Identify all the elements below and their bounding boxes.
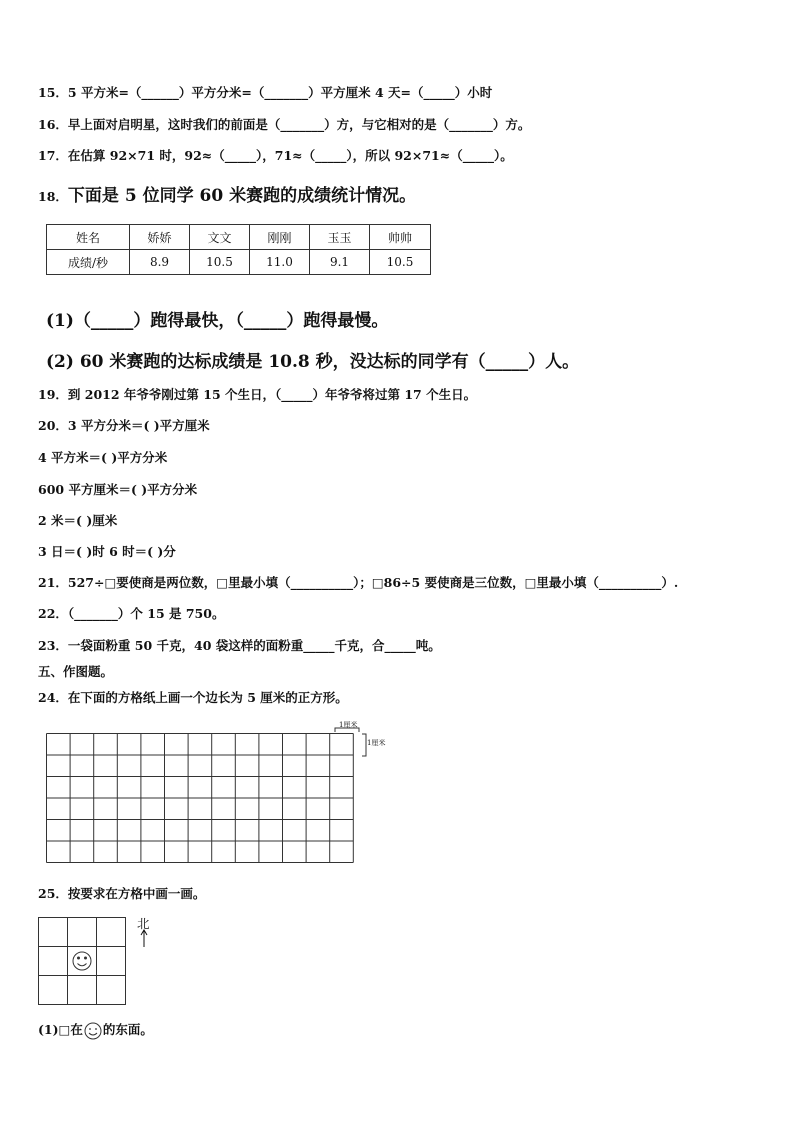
question-text: 下面是 5 位同学 60 米赛跑的成绩统计情况。 bbox=[67, 186, 417, 206]
question-20-line-4: 2 米＝( )厘米 bbox=[38, 513, 118, 528]
table-cell: 10.5 bbox=[370, 250, 431, 275]
table-cell: 9.1 bbox=[310, 250, 370, 275]
question-text: 按要求在方格中画一画。 bbox=[67, 886, 206, 901]
question-20-line-1 bbox=[38, 416, 210, 434]
direction-grid bbox=[38, 917, 128, 1011]
direction-grid-svg bbox=[38, 917, 128, 1007]
question-number: 19． bbox=[38, 387, 68, 402]
question-19 bbox=[38, 385, 476, 403]
question-text: 5 平方米=（______）平方分米=（_______）平方厘米 4 天=（_____）小时 bbox=[67, 85, 493, 100]
question-text: 早上面对启明星，这时我们的前面是（_______）方，与它相对的是（_______）方。 bbox=[67, 117, 531, 132]
question-number: 17． bbox=[38, 148, 68, 163]
table-cell: 8.9 bbox=[130, 250, 190, 275]
table-cell: 刚刚 bbox=[250, 225, 310, 250]
question-text: （_______）个 15 是 750。 bbox=[67, 606, 225, 621]
question-number: 20． bbox=[38, 418, 68, 433]
question-23 bbox=[38, 636, 441, 654]
question-18-sub1: (1)（_____）跑得最快，（_____）跑得最慢。 bbox=[46, 311, 389, 331]
table-header-cell: 姓名 bbox=[47, 225, 130, 250]
question-17 bbox=[38, 146, 513, 164]
question-21 bbox=[38, 573, 678, 591]
question-text: 在下面的方格纸上画一个边长为 5 厘米的正方形。 bbox=[67, 690, 348, 705]
question-20-line-5: 3 日＝( )时 6 时＝( )分 bbox=[38, 544, 176, 559]
question-16 bbox=[38, 115, 530, 133]
table-cell: 文文 bbox=[190, 225, 250, 250]
table-cell: 玉玉 bbox=[310, 225, 370, 250]
question-number: 16． bbox=[38, 117, 68, 132]
question-number: 24． bbox=[38, 690, 68, 705]
question-22 bbox=[38, 604, 224, 622]
table-cell: 帅帅 bbox=[370, 225, 431, 250]
question-text: 的东面。 bbox=[102, 1022, 153, 1037]
table-cell: 娇娇 bbox=[130, 225, 190, 250]
question-number: 22． bbox=[38, 606, 68, 621]
question-20-line-3: 600 平方厘米＝( )平方分米 bbox=[38, 482, 198, 497]
question-18-title bbox=[38, 181, 416, 206]
question-number: 23． bbox=[38, 638, 68, 653]
table-row bbox=[47, 250, 431, 275]
grid-paper-svg bbox=[46, 720, 396, 866]
smiley-face-icon bbox=[73, 952, 91, 970]
table-cell: 10.5 bbox=[190, 250, 250, 275]
section-heading: 五、作图题。 bbox=[38, 664, 114, 679]
question-number: 18． bbox=[38, 189, 68, 204]
question-24 bbox=[38, 688, 348, 706]
question-number: 25． bbox=[38, 886, 68, 901]
question-25-sub1 bbox=[38, 1020, 153, 1040]
question-number: 21． bbox=[38, 575, 68, 590]
question-text: 在估算 92×71 时，92≈（_____），71≈（_____），所以 92×71≈（_____）。 bbox=[67, 148, 513, 163]
question-20-line-2: 4 平方米＝( )平方分米 bbox=[38, 450, 168, 465]
question-25 bbox=[38, 884, 205, 902]
question-number: 15． bbox=[38, 85, 68, 100]
scale-label-vertical: 1厘米 bbox=[367, 739, 386, 747]
question-18-sub2: (2) 60 米赛跑的达标成绩是 10.8 秒，没达标的同学有（_____）人。 bbox=[46, 352, 580, 372]
question-text: 到 2012 年爷爷刚过第 15 个生日，（_____）年爷爷将过第 17 个生日。 bbox=[67, 387, 477, 402]
question-text: 527÷□要使商是两位数，□里最小填（__________）；□86÷5 要使商是三位数，□里最小填（__________）. bbox=[67, 575, 679, 590]
question-text: 一袋面粉重 50 千克，40 袋这样的面粉重_____千克，合_____吨。 bbox=[67, 638, 441, 653]
question-text: (1)□在 bbox=[38, 1022, 83, 1037]
table-header-cell: 成绩/秒 bbox=[47, 250, 130, 275]
smiley-face-icon bbox=[83, 1022, 103, 1040]
question-text: 3 平方分米＝( )平方厘米 bbox=[67, 418, 210, 433]
north-label: 北 bbox=[137, 916, 150, 931]
question-15 bbox=[38, 83, 492, 101]
square-grid-paper bbox=[46, 720, 396, 870]
score-table bbox=[46, 224, 431, 275]
north-arrow-icon bbox=[139, 928, 149, 948]
table-cell: 11.0 bbox=[250, 250, 310, 275]
scale-label-horizontal: 1厘米 bbox=[339, 721, 358, 729]
table-row bbox=[47, 225, 431, 250]
